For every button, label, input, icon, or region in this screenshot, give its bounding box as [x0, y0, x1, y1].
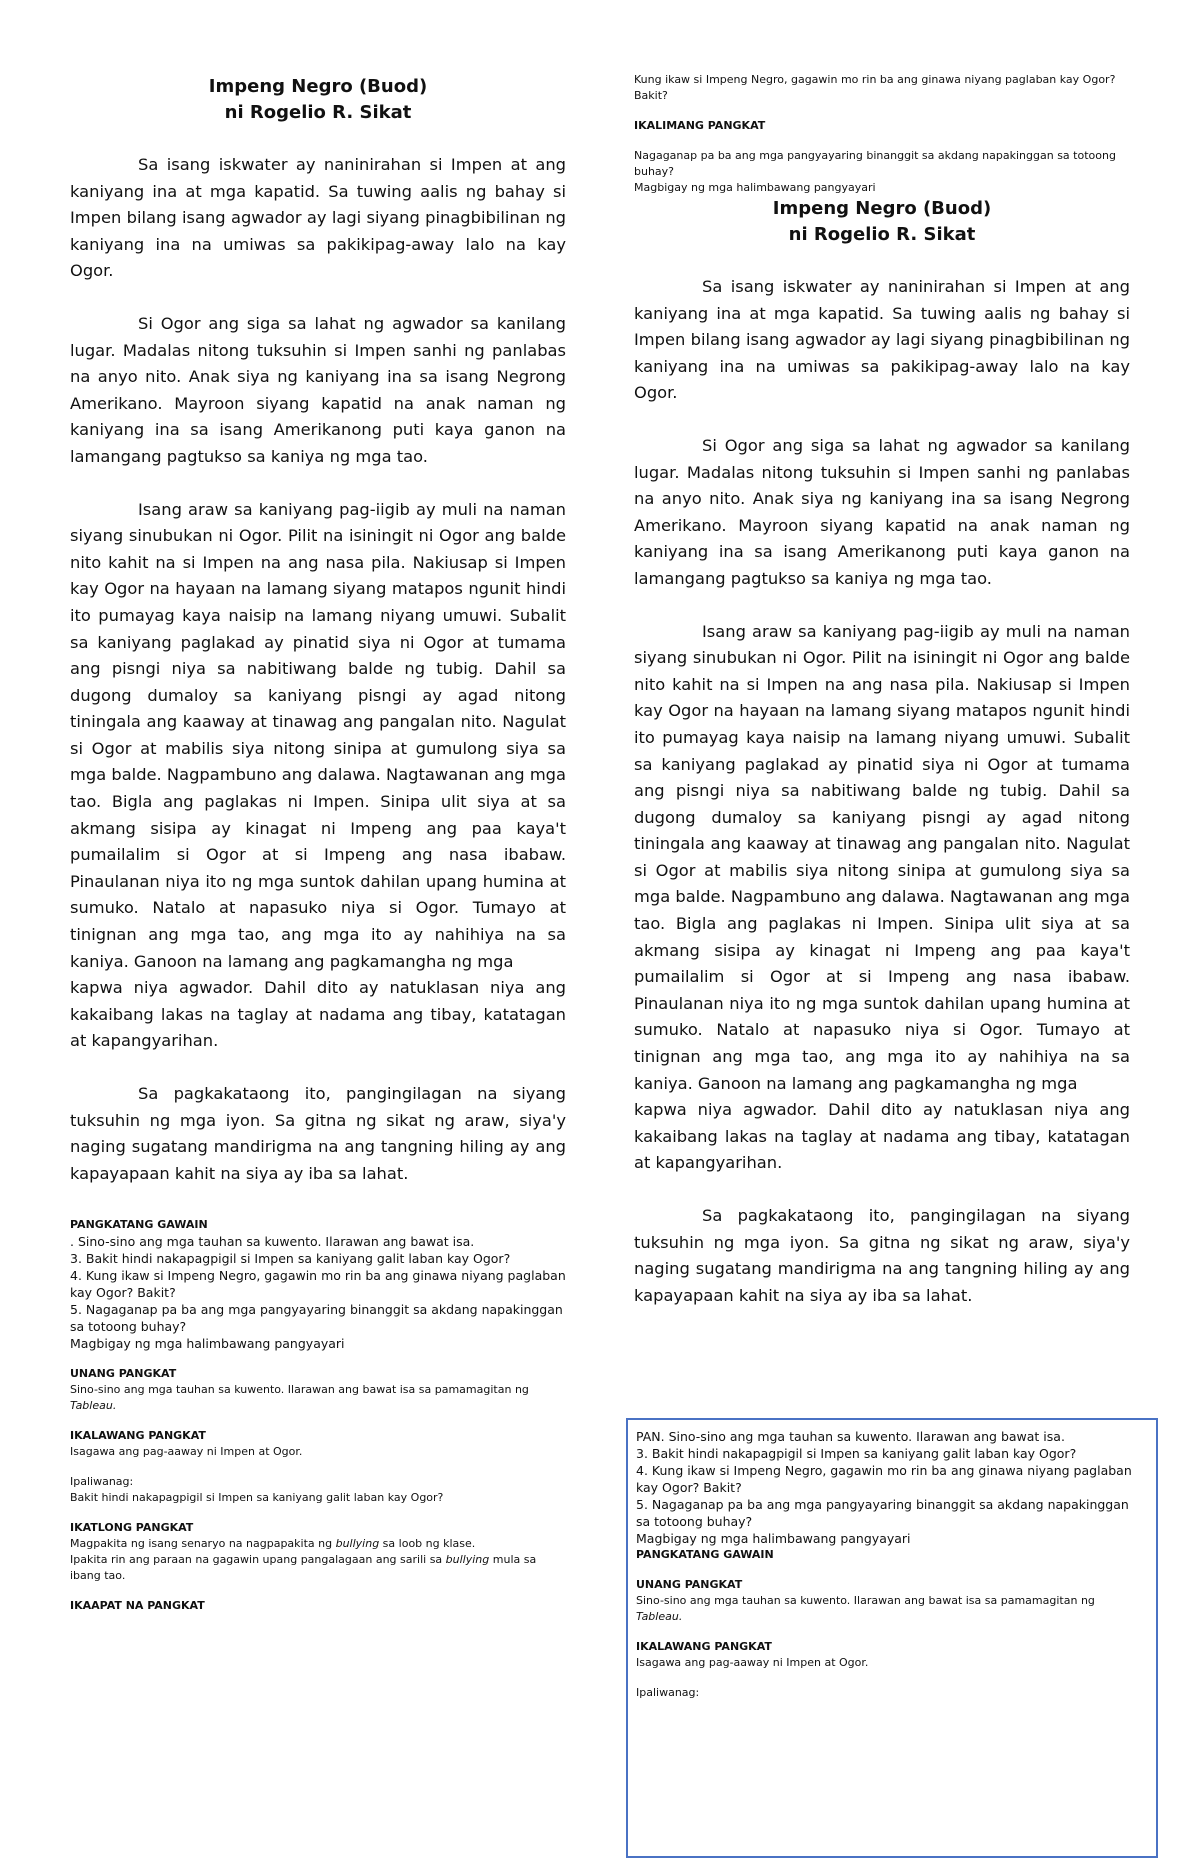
- question: 5. Nagaganap pa ba ang mga pangyayaring binanggit sa akdang napakinggan sa totoong buhay?: [70, 1302, 563, 1335]
- explain-block: [70, 1474, 566, 1506]
- group-heading: IKALAWANG PANGKAT: [70, 1429, 206, 1443]
- group-instruction: Ipakita rin ang paraan na gagawin upang pangalagaan ang sarili sa bullying mula sa ibang tao.: [70, 1553, 537, 1583]
- story-paragraph: Sa pagkakataong ito, pangingilagan na siyang tuksuhin ng mga iyon. Sa gitna ng sikat ng araw, siya'y naging sugatang mandirigma na ang tangning hiling ay ang kapayapaan kahit na siya ay iba sa lahat.: [70, 1084, 566, 1183]
- group-instruction: Magpakita ng isang senaryo na nagpapakita ng bullying sa loob ng klase.: [70, 1537, 476, 1551]
- group-instruction: Sino-sino ang mga tauhan sa kuwento. Ilarawan ang bawat isa sa pamamagitan ng: [70, 1383, 529, 1397]
- question: 4. Kung ikaw si Impeng Negro, gagawin mo rin ba ang ginawa niyang paglaban kay Ogor? Bakit?: [636, 1463, 1132, 1495]
- group-one: [636, 1577, 1146, 1625]
- question: 3. Bakit hindi nakapagpigil si Impen sa kaniyang galit laban kay Ogor?: [636, 1446, 1077, 1461]
- group-instruction-italic: Tableau.: [636, 1610, 683, 1623]
- story-author-copy: ni Rogelio R. Sikat: [788, 224, 976, 245]
- left-column: [70, 0, 566, 1614]
- right-column: [634, 0, 1130, 1309]
- activity-section: [70, 1217, 566, 1352]
- group-heading: IKALIMANG PANGKAT: [634, 119, 766, 132]
- story-paragraph: kapwa niya agwador. Dahil dito ay natuklasan niya ang kakaibang lakas na taglay at nadama ang tibay, katatagan at kapangyarihan.: [70, 978, 566, 1051]
- story-paragraph: Isang araw sa kaniyang pag-iigib ay muli na naman siyang sinubukan ni Ogor. Pilit na isiningit ni Ogor ang balde nito kahit na si Impen na ang nasa pila. Nakiusap si Impen kay Ogor na hayaan na lamang siyang matapos ngunit hindi ito pumayag kaya naisip na lamang niyang umuwi. Subalit sa kaniyang paglakad ay pinatid siya ni Ogor at tumama ang pisngi niya sa nabitiwang balde ng tubig. Dahil sa dugong dumaloy sa kaniyang pisngi ay agad nitong tiningala ang kaaway at tinawag ang pangalan nito. Nagulat si Ogor at mabilis siya nitong sinipa at gumulong siya sa mga balde. Nagpambuno ang dalawa. Nagtawanan ang mga tao. Bigla ang paglakas ni Impen. Sinipa ulit siya at sa akmang sisipa ay kinagat ni Impeng ang paa kaya't pumailalim si Ogor at si Impeng ang nasa ibabaw. Pinaulanan niya ito ng mga suntok dahilan upang humina at sumuko. Natalo at napasuko niya si Ogor. Tumayo at tinignan ang mga tao, ang mga ito ay nahihiya na sa kaniya. Ganoon na lamang ang pagkamangha ng mga: [634, 621, 1130, 1093]
- group-two: [70, 1428, 566, 1460]
- group-two: [636, 1639, 1146, 1671]
- question: Kung ikaw si Impeng Negro, gagawin mo rin ba ang ginawa niyang paglaban kay Ogor? Bakit?: [634, 73, 1116, 102]
- question: Magbigay ng mga halimbawang pangyayari: [70, 1336, 345, 1352]
- group-heading: UNANG PANGKAT: [70, 1367, 177, 1381]
- group-heading: IKATLONG PANGKAT: [70, 1521, 194, 1535]
- question: 5. Nagaganap pa ba ang mga pangyayaring binanggit sa akdang napakinggan sa totoong buhay?: [636, 1497, 1129, 1529]
- story-paragraph: Isang araw sa kaniyang pag-iigib ay muli na naman siyang sinubukan ni Ogor. Pilit na isiningit ni Ogor ang balde nito kahit na si Impen na ang nasa pila. Nakiusap si Impen kay Ogor na hayaan na lamang siyang matapos ngunit hindi ito pumayag kaya naisip na lamang niyang umuwi. Subalit sa kaniyang paglakad ay pinatid siya ni Ogor at tumama ang pisngi niya sa nabitiwang balde ng tubig. Dahil sa dugong dumaloy sa kaniyang pisngi ay agad nitong tiningala ang kaaway at tinawag ang pangalan nito. Nagulat si Ogor at mabilis siya nitong sinipa at gumulong siya sa mga balde. Nagpambuno ang dalawa. Nagtawanan ang mga tao. Bigla ang paglakas ni Impen. Sinipa ulit siya at sa akmang sisipa ay kinagat ni Impeng ang paa kaya't pumailalim si Ogor at si Impeng ang nasa ibabaw. Pinaulanan niya ito ng mga suntok dahilan upang humina at sumuko. Natalo at napasuko niya si Ogor. Tumayo at tinignan ang mga tao, ang mga ito ay nahihiya na sa kaniya. Ganoon na lamang ang pagkamangha ng mga: [70, 499, 566, 971]
- activity-heading: PANGKATANG GAWAIN: [70, 1218, 208, 1232]
- story-author: ni Rogelio R. Sikat: [224, 102, 412, 123]
- story-paragraph: Sa isang iskwater ay naninirahan si Impen at ang kaniyang ina at mga kapatid. Sa tuwing aalis ng bahay si Impen bilang isang agwador ay lagi siyang pinagbibilinan ng kaniyang ina na umiwas sa pakikipag-away lalo na kay Ogor.: [70, 155, 566, 281]
- story-paragraph: Sa isang iskwater ay naninirahan si Impen at ang kaniyang ina at mga kapatid. Sa tuwing aalis ng bahay si Impen bilang isang agwador ay lagi siyang pinagbibilinan ng kaniyang ina na umiwas sa pakikipag-away lalo na kay Ogor.: [634, 277, 1130, 403]
- group-instruction: Sino-sino ang mga tauhan sa kuwento. Ilarawan ang bawat isa sa pamamagitan ng: [636, 1594, 1095, 1607]
- group-one: [70, 1366, 566, 1414]
- story-title: Impeng Negro (Buod): [208, 76, 428, 97]
- explain-heading: Ipaliwanag:: [70, 1475, 134, 1489]
- story-title-copy: Impeng Negro (Buod): [772, 198, 992, 219]
- box-questions: [636, 1428, 1146, 1563]
- question: 3. Bakit hindi nakapagpigil si Impen sa kaniyang galit laban kay Ogor?: [70, 1251, 511, 1267]
- group-instruction: Isagawa ang pag-aaway ni Impen at Ogor.: [636, 1656, 869, 1669]
- question: Magbigay ng mga halimbawang pangyayari: [634, 181, 876, 194]
- group-instruction-italic: Tableau.: [70, 1399, 117, 1413]
- explain-heading: Ipaliwanag:: [636, 1686, 700, 1699]
- question: PAN. Sino-sino ang mga tauhan sa kuwento. Ilarawan ang bawat isa.: [636, 1429, 1065, 1444]
- story-body-copy: [634, 274, 1130, 1309]
- story-paragraph: kapwa niya agwador. Dahil dito ay natuklasan niya ang kakaibang lakas na taglay at nadama ang tibay, katatagan at kapangyarihan.: [634, 1100, 1130, 1173]
- question: Magbigay ng mga halimbawang pangyayari: [636, 1531, 911, 1546]
- group-heading: IKALAWANG PANGKAT: [636, 1640, 772, 1653]
- question: . Sino-sino ang mga tauhan sa kuwento. Ilarawan ang bawat isa.: [70, 1234, 475, 1250]
- group-heading: IKAAPAT NA PANGKAT: [70, 1599, 205, 1613]
- question: Nagaganap pa ba ang mga pangyayaring binanggit sa akdang napakinggan sa totoong buhay?: [634, 149, 1116, 178]
- group-three: [70, 1520, 566, 1584]
- group-heading: UNANG PANGKAT: [636, 1578, 743, 1591]
- question: 4. Kung ikaw si Impeng Negro, gagawin mo rin ba ang ginawa niyang paglaban kay Ogor? Bakit?: [70, 1268, 566, 1301]
- story-paragraph: Si Ogor ang siga sa lahat ng agwador sa kanilang lugar. Madalas nitong tuksuhin si Impen sanhi ng panlabas na anyo nito. Anak siya ng kaniyang ina sa isang Negrong Amerikano. Mayroon siyang kapatid na anak naman ng kaniyang ina sa isang Amerikanong puti kaya ganon na lamangang pagtukso sa kaniya ng mga tao.: [70, 313, 566, 466]
- story-body: [70, 152, 566, 1187]
- activity-heading: PANGKATANG GAWAIN: [636, 1548, 774, 1561]
- group-instruction: Isagawa ang pag-aaway ni Impen at Ogor.: [70, 1445, 303, 1459]
- story-paragraph: Si Ogor ang siga sa lahat ng agwador sa kanilang lugar. Madalas nitong tuksuhin si Impen sanhi ng panlabas na anyo nito. Anak siya ng kaniyang ina sa isang Negrong Amerikano. Mayroon siyang kapatid na anak naman ng kaniyang ina sa isang Amerikanong puti kaya ganon na lamangang pagtukso sa kaniya ng mga tao.: [634, 435, 1130, 588]
- activity-box: [626, 1418, 1158, 1858]
- story-paragraph: Sa pagkakataong ito, pangingilagan na siyang tuksuhin ng mga iyon. Sa gitna ng sikat ng araw, siya'y naging sugatang mandirigma na ang tangning hiling ay ang kapayapaan kahit na siya ay iba sa lahat.: [634, 1206, 1130, 1305]
- explain-instruction: Bakit hindi nakapagpigil si Impen sa kaniyang galit laban kay Ogor?: [70, 1491, 444, 1505]
